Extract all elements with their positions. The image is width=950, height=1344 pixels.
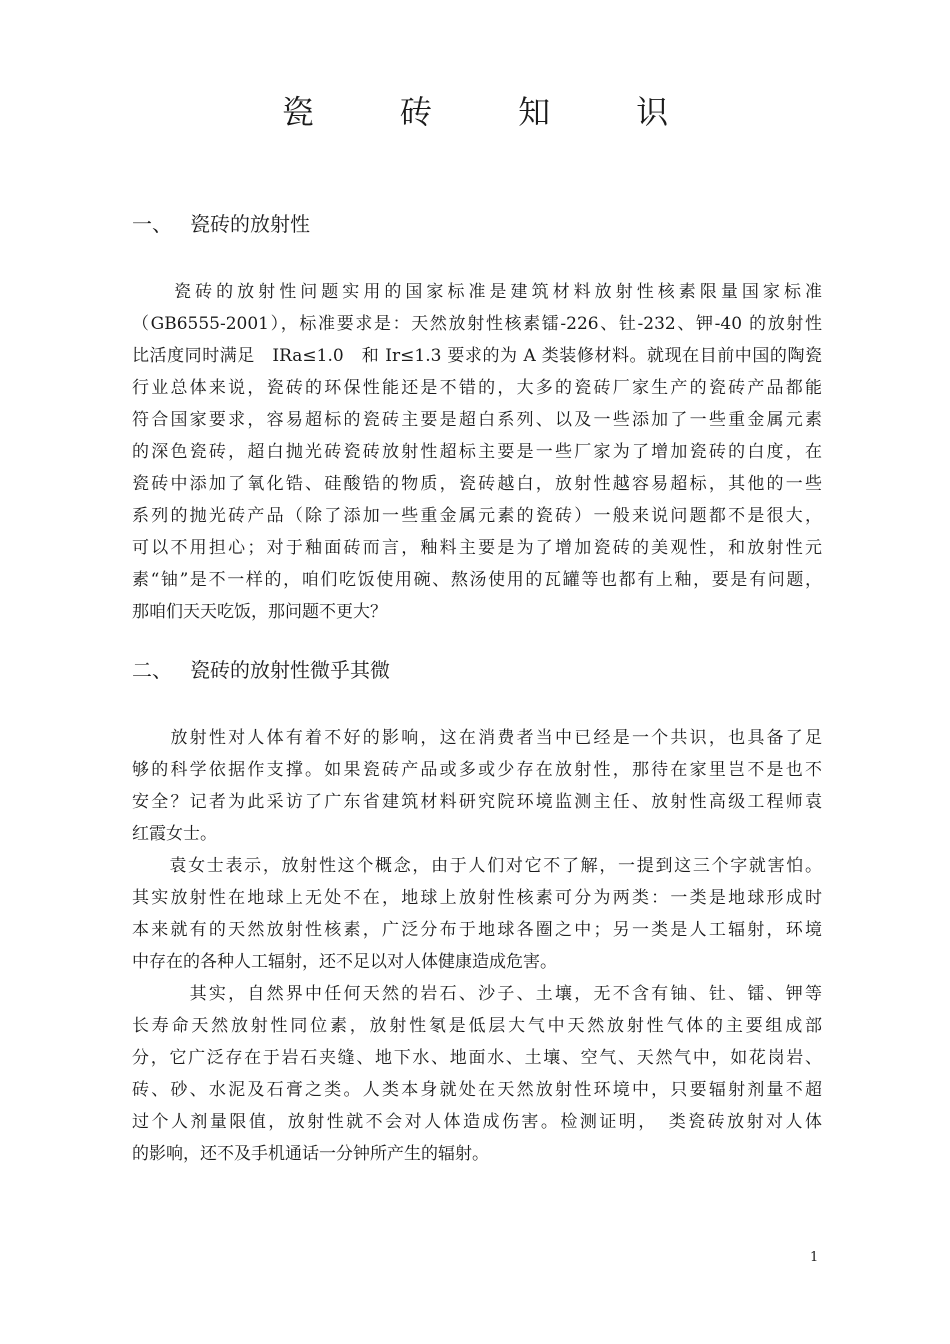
paragraph-line: 那咱们天天吃饭，那问题不更大？ xyxy=(132,602,387,622)
paragraph-line: 分，它广泛存在于岩石夹缝、地下水、地面水、土壤、空气、天然气中，如花岗岩、 xyxy=(132,1048,822,1068)
paragraph-line: 素“铀”是不一样的，咱们吃饭使用碗、熬汤使用的瓦罐等也都有上釉，要是有问题， xyxy=(132,570,822,590)
section-2-heading xyxy=(132,656,390,684)
paragraph-line: 中存在的各种人工辐射，还不足以对人体健康造成危害。 xyxy=(132,952,557,972)
paragraph-line: 本来就有的天然放射性核素，广泛分布于地球各圈之中；另一类是人工辐射，环境 xyxy=(132,920,822,940)
paragraph-line: 够的科学依据作支撑。如果瓷砖产品或多或少存在放射性，那待在家里岂不是也不 xyxy=(132,760,822,780)
page-title: 瓷 砖 知 识 xyxy=(281,93,707,131)
paragraph-line: 过个人剂量限值，放射性就不会对人体造成伤害。检测证明， 类瓷砖放射对人体 xyxy=(132,1112,822,1132)
paragraph-line: 袁女士表示，放射性这个概念，由于人们对它不了解，一提到这三个字就害怕。 xyxy=(132,856,822,876)
paragraph-line: 其实，自然界中任何天然的岩石、沙子、土壤，无不含有铀、钍、镭、钾等 xyxy=(132,984,822,1004)
section-2-paragraph-2 xyxy=(132,850,822,978)
page-number: 1 xyxy=(810,1250,819,1265)
section-1-heading xyxy=(132,210,310,238)
section-2-paragraph-3 xyxy=(132,978,822,1170)
section-1-number: 一、 xyxy=(132,212,172,236)
section-1-paragraph xyxy=(132,276,822,628)
paragraph-line: 比活度同时满足 IRa≤1.0 和 Ir≤1.3 要求的为 A 类装修材料。就现在目前中国的陶瓷 xyxy=(132,346,822,366)
paragraph-line: 其实放射性在地球上无处不在，地球上放射性核素可分为两类：一类是地球形成时 xyxy=(132,888,822,908)
paragraph-line: 系列的抛光砖产品（除了添加一些重金属元素的瓷砖）一般来说问题都不是很大， xyxy=(132,506,822,526)
section-1-heading-text: 瓷砖的放射性 xyxy=(190,212,310,236)
paragraph-line: 砖、砂、水泥及石膏之类。人类本身就处在天然放射性环境中，只要辐射剂量不超 xyxy=(132,1080,822,1100)
section-2-paragraph-1 xyxy=(132,722,822,850)
paragraph-line: 放射性对人体有着不好的影响，这在消费者当中已经是一个共识，也具备了足 xyxy=(132,728,822,748)
paragraph-line: 安全？记者为此采访了广东省建筑材料研究院环境监测主任、放射性高级工程师袁 xyxy=(132,792,822,812)
paragraph-line: 符合国家要求，容易超标的瓷砖主要是超白系列、以及一些添加了一些重金属元素 xyxy=(132,410,822,430)
paragraph-line: 长寿命天然放射性同位素，放射性氡是低层大气中天然放射性气体的主要组成部 xyxy=(132,1016,822,1036)
paragraph-line: 行业总体来说，瓷砖的环保性能还是不错的，大多的瓷砖厂家生产的瓷砖产品都能 xyxy=(132,378,822,398)
paragraph-line: 瓷砖的放射性问题实用的国家标准是建筑材料放射性核素限量国家标准 xyxy=(132,282,822,302)
section-2-number: 二、 xyxy=(132,658,172,682)
paragraph-line: 的影响，还不及手机通话一分钟所产生的辐射。 xyxy=(132,1144,489,1164)
paragraph-line: 可以不用担心；对于釉面砖而言，釉料主要是为了增加瓷砖的美观性，和放射性元 xyxy=(132,538,822,558)
paragraph-line: 的深色瓷砖，超白抛光砖瓷砖放射性超标主要是一些厂家为了增加瓷砖的白度，在 xyxy=(132,442,822,462)
section-2-heading-text: 瓷砖的放射性微乎其微 xyxy=(190,658,390,682)
paragraph-line: （GB6555-2001），标准要求是：天然放射性核素镭-226、钍-232、钾-40 的放射性 xyxy=(132,314,822,334)
paragraph-line: 瓷砖中添加了氧化锆、硅酸锆的物质，瓷砖越白，放射性越容易超标，其他的一些 xyxy=(132,474,822,494)
paragraph-line: 红霞女士。 xyxy=(132,824,217,844)
